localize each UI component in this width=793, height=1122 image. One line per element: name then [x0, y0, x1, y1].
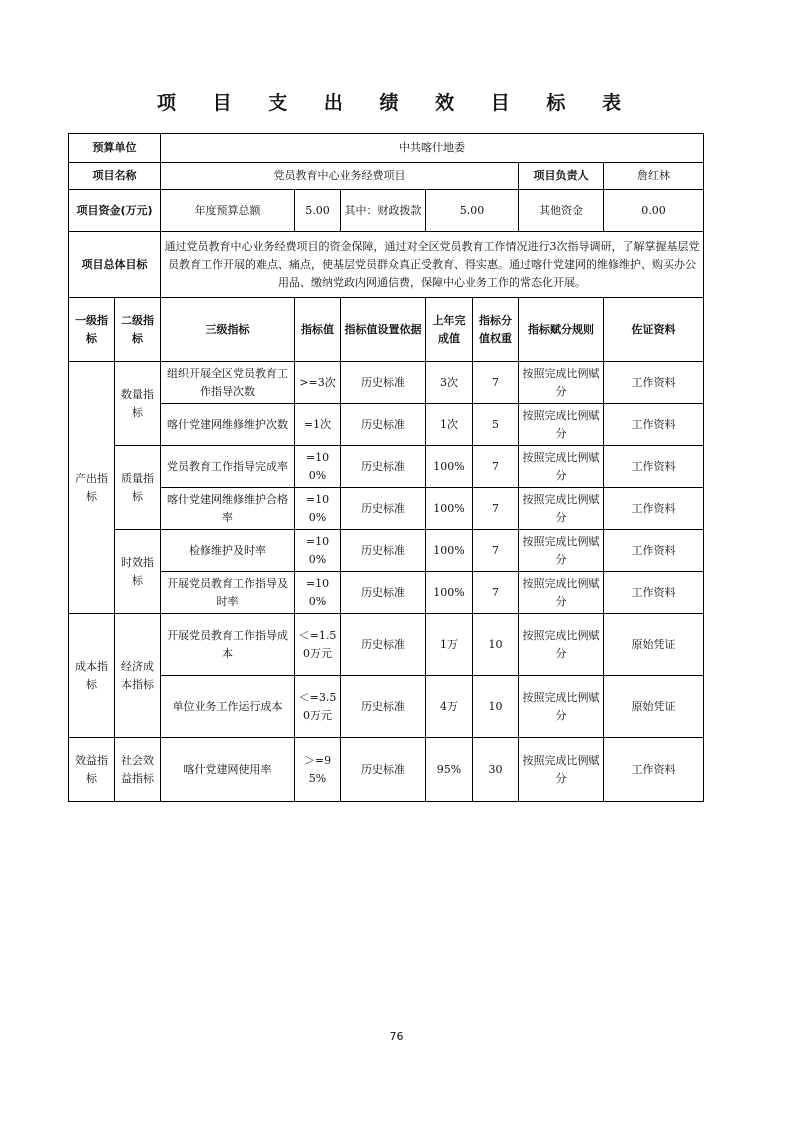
indicator-evidence: 工作资料 [604, 362, 704, 404]
indicator-value: ＜=3.50万元 [295, 676, 341, 738]
indicator-basis: 历史标准 [341, 530, 426, 572]
indicator-value: =100% [295, 572, 341, 614]
indicator-weight: 7 [473, 446, 519, 488]
level2-economic: 经济成本指标 [115, 614, 161, 738]
indicator-last-year: 4万 [426, 676, 473, 738]
page-title: 项 目 支 出 绩 效 目 标 表 [157, 92, 636, 114]
indicator-name: 开展党员教育工作指导及时率 [161, 572, 295, 614]
indicator-name: 党员教育工作指导完成率 [161, 446, 295, 488]
indicator-last-year: 3次 [426, 362, 473, 404]
indicator-name: 组织开展全区党员教育工作指导次数 [161, 362, 295, 404]
indicator-rule: 按照完成比例赋分 [519, 738, 604, 802]
other-funds-value: 0.00 [604, 190, 704, 232]
indicator-value: =1次 [295, 404, 341, 446]
col-level2: 二级指标 [115, 298, 161, 362]
annual-budget-label: 年度预算总额 [161, 190, 295, 232]
indicator-weight: 7 [473, 488, 519, 530]
indicator-name: 检修维护及时率 [161, 530, 295, 572]
project-name-value: 党员教育中心业务经费项目 [161, 163, 519, 190]
indicator-value: ＞=95% [295, 738, 341, 802]
project-leader-label: 项目负责人 [519, 163, 604, 190]
indicator-basis: 历史标准 [341, 738, 426, 802]
goal-label: 项目总体目标 [69, 232, 161, 298]
indicator-last-year: 1万 [426, 614, 473, 676]
page-number: 76 [389, 1030, 404, 1043]
indicator-last-year: 100% [426, 488, 473, 530]
budget-unit-value: 中共喀什地委 [161, 134, 704, 163]
table-row [69, 572, 704, 614]
funds-label: 项目资金(万元) [69, 190, 161, 232]
fiscal-label: 其中：财政拨款 [341, 190, 426, 232]
performance-table [68, 133, 704, 802]
table-row [69, 614, 704, 676]
col-evidence: 佐证资料 [604, 298, 704, 362]
table-row [69, 362, 704, 404]
indicator-weight: 30 [473, 738, 519, 802]
indicator-evidence: 工作资料 [604, 446, 704, 488]
table-row [69, 488, 704, 530]
indicator-evidence: 原始凭证 [604, 676, 704, 738]
col-level3: 三级指标 [161, 298, 295, 362]
indicator-value: >=3次 [295, 362, 341, 404]
level2-social: 社会效益指标 [115, 738, 161, 802]
indicator-name: 单位业务工作运行成本 [161, 676, 295, 738]
indicator-basis: 历史标准 [341, 572, 426, 614]
indicator-name: 开展党员教育工作指导成本 [161, 614, 295, 676]
indicator-evidence: 工作资料 [604, 488, 704, 530]
project-name-label: 项目名称 [69, 163, 161, 190]
col-last-year: 上年完成值 [426, 298, 473, 362]
level1-benefit: 效益指标 [69, 738, 115, 802]
indicator-weight: 5 [473, 404, 519, 446]
indicator-evidence: 原始凭证 [604, 614, 704, 676]
table-row [69, 738, 704, 802]
goal-text: 通过党员教育中心业务经费项目的资金保障，通过对全区党员教育工作情况进行3次指导调研，了解掌握基层党员教育工作开展的难点、痛点，使基层党员群众真正受教育、得实惠。通过喀什党建网的维修维护、购买办公用品、缴纳党政内网通信费，保障中心业务工作的常态化开展。 [161, 232, 704, 298]
level2-timeliness: 时效指标 [115, 530, 161, 614]
fiscal-value: 5.00 [426, 190, 519, 232]
indicator-evidence: 工作资料 [604, 572, 704, 614]
indicator-last-year: 100% [426, 530, 473, 572]
indicator-weight: 10 [473, 614, 519, 676]
indicator-basis: 历史标准 [341, 614, 426, 676]
table-row [69, 446, 704, 488]
indicator-rule: 按照完成比例赋分 [519, 362, 604, 404]
annual-budget-value: 5.00 [295, 190, 341, 232]
level1-output: 产出指标 [69, 362, 115, 614]
indicator-value: =100% [295, 530, 341, 572]
other-funds-label: 其他资金 [519, 190, 604, 232]
indicator-basis: 历史标准 [341, 488, 426, 530]
indicator-weight: 7 [473, 530, 519, 572]
indicator-last-year: 95% [426, 738, 473, 802]
level2-quantity: 数量指标 [115, 362, 161, 446]
indicator-name: 喀什党建网使用率 [161, 738, 295, 802]
indicator-value: =100% [295, 488, 341, 530]
table-row [69, 530, 704, 572]
col-rule: 指标赋分规则 [519, 298, 604, 362]
indicator-basis: 历史标准 [341, 676, 426, 738]
indicator-rule: 按照完成比例赋分 [519, 488, 604, 530]
indicator-value: =100% [295, 446, 341, 488]
project-leader-value: 詹红林 [604, 163, 704, 190]
indicator-rule: 按照完成比例赋分 [519, 572, 604, 614]
indicator-last-year: 1次 [426, 404, 473, 446]
indicator-rule: 按照完成比例赋分 [519, 404, 604, 446]
indicator-rule: 按照完成比例赋分 [519, 614, 604, 676]
budget-unit-label: 预算单位 [69, 134, 161, 163]
indicator-last-year: 100% [426, 572, 473, 614]
indicator-rule: 按照完成比例赋分 [519, 446, 604, 488]
indicator-evidence: 工作资料 [604, 738, 704, 802]
indicator-value: ＜=1.50万元 [295, 614, 341, 676]
col-value: 指标值 [295, 298, 341, 362]
table-row [69, 404, 704, 446]
indicator-weight: 10 [473, 676, 519, 738]
table-row [69, 676, 704, 738]
indicator-name: 喀什党建网维修维护合格率 [161, 488, 295, 530]
level2-quality: 质量指标 [115, 446, 161, 530]
indicator-basis: 历史标准 [341, 446, 426, 488]
indicator-weight: 7 [473, 572, 519, 614]
indicator-basis: 历史标准 [341, 362, 426, 404]
indicator-basis: 历史标准 [341, 404, 426, 446]
indicator-rule: 按照完成比例赋分 [519, 676, 604, 738]
indicator-rule: 按照完成比例赋分 [519, 530, 604, 572]
col-level1: 一级指标 [69, 298, 115, 362]
indicator-name: 喀什党建网维修维护次数 [161, 404, 295, 446]
level1-cost: 成本指标 [69, 614, 115, 738]
indicator-weight: 7 [473, 362, 519, 404]
indicator-evidence: 工作资料 [604, 530, 704, 572]
col-weight: 指标分值权重 [473, 298, 519, 362]
indicator-evidence: 工作资料 [604, 404, 704, 446]
col-basis: 指标值设置依据 [341, 298, 426, 362]
indicator-last-year: 100% [426, 446, 473, 488]
